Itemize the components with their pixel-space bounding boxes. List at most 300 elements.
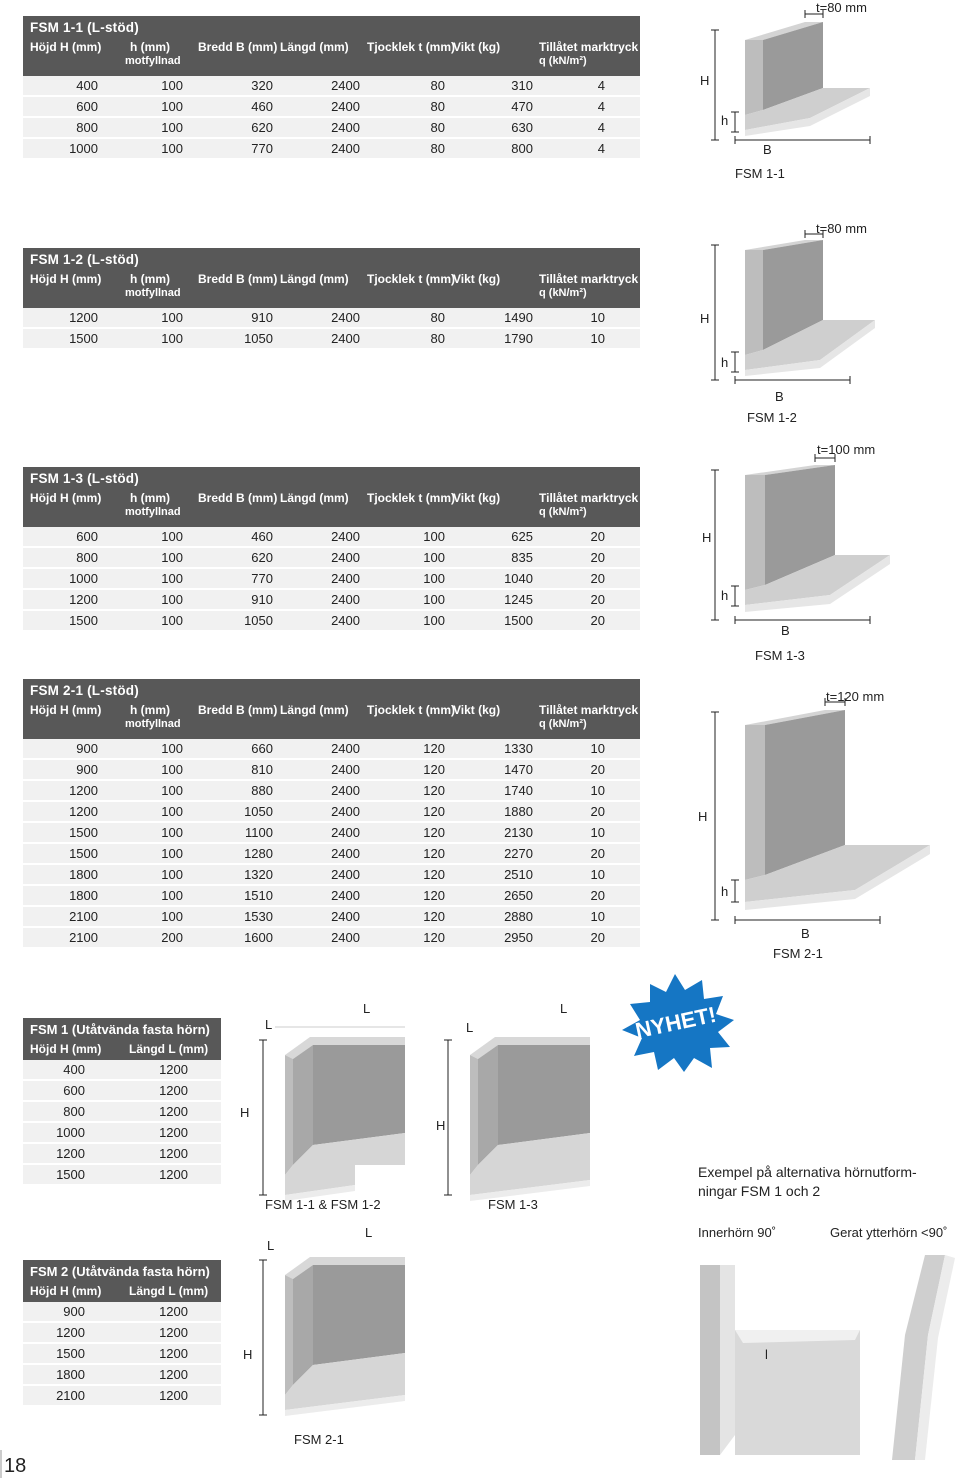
column-sublabel: motfyllnad bbox=[125, 55, 181, 67]
fsm-1-2-thickness: t=80 mm bbox=[816, 221, 867, 236]
table-cell: 2400 bbox=[331, 846, 360, 861]
corner-fig1-L-top: L bbox=[363, 1001, 371, 1016]
table-cell: 4 bbox=[597, 141, 605, 156]
table-cell: 1050 bbox=[244, 613, 273, 628]
column-header bbox=[273, 489, 360, 527]
fsm-1-1-B-label: B bbox=[763, 142, 772, 157]
column-label: Vikt (kg) bbox=[453, 40, 501, 54]
table-cell: 1500 bbox=[69, 331, 98, 346]
column-label: Vikt (kg) bbox=[453, 703, 501, 717]
fsm-2-1-B-label: B bbox=[801, 926, 810, 941]
corner-fig3-L-top: L bbox=[365, 1225, 373, 1240]
table-cell: 800 bbox=[511, 141, 533, 156]
table-cell: 2400 bbox=[331, 99, 360, 114]
table-row bbox=[23, 1323, 221, 1344]
table-cell: 20 bbox=[590, 529, 605, 544]
corner-fig3-H: H bbox=[243, 1347, 253, 1362]
table-cell: 1200 bbox=[56, 1325, 85, 1340]
table-cell: 80 bbox=[430, 78, 445, 93]
column-label: Tjocklek t (mm) bbox=[367, 40, 456, 54]
table-cell: 1740 bbox=[504, 783, 533, 798]
table-cell: 1500 bbox=[504, 613, 533, 628]
table-cell: 1490 bbox=[504, 310, 533, 325]
table-row bbox=[23, 1123, 221, 1144]
table-cell: 100 bbox=[161, 867, 183, 882]
table-cell: 4 bbox=[597, 120, 605, 135]
table-cell: 900 bbox=[76, 741, 98, 756]
table-cell: 100 bbox=[161, 846, 183, 861]
column-sublabel: motfyllnad bbox=[125, 718, 181, 730]
column-label: Bredd B (mm) bbox=[198, 40, 278, 54]
corner-table-title: FSM 1 (Utåtvända fasta hörn) bbox=[30, 1022, 210, 1037]
corner-fig2-L-left: L bbox=[466, 1020, 474, 1035]
table-fsm-0 bbox=[23, 16, 640, 160]
column-label: h (mm) bbox=[130, 703, 170, 717]
column-label: Tjocklek t (mm) bbox=[367, 703, 456, 717]
table-cell: 2400 bbox=[331, 867, 360, 882]
table-cell: 1200 bbox=[56, 1146, 85, 1161]
table-cell: 900 bbox=[76, 762, 98, 777]
column-label: Höjd H (mm) bbox=[30, 703, 102, 717]
table-cell: 20 bbox=[590, 846, 605, 861]
corner-table-header bbox=[23, 1260, 221, 1302]
table-cell: 1040 bbox=[504, 571, 533, 586]
fsm-2-1-thickness: t=120 mm bbox=[826, 689, 885, 704]
table-cell: 2950 bbox=[504, 930, 533, 945]
table-row bbox=[23, 1102, 221, 1123]
column-label: Tillåtet marktryck bbox=[539, 40, 639, 54]
table-cell: 100 bbox=[423, 529, 445, 544]
table-cell: 1200 bbox=[69, 592, 98, 607]
fsm-1-1-H-label: H bbox=[700, 73, 710, 88]
table-cell: 4 bbox=[597, 99, 605, 114]
table-header bbox=[23, 679, 640, 739]
table-cell: 100 bbox=[423, 613, 445, 628]
table-cell: 1320 bbox=[244, 867, 273, 882]
table-cell: 600 bbox=[76, 99, 98, 114]
table-row bbox=[23, 781, 640, 802]
column-header bbox=[23, 38, 102, 76]
outer-corner-label: Gerat ytterhörn <90˚ bbox=[830, 1225, 948, 1240]
table-cell: 1050 bbox=[244, 331, 273, 346]
column-label: Tjocklek t (mm) bbox=[367, 491, 456, 505]
table-cell: 120 bbox=[423, 783, 445, 798]
column-header bbox=[183, 38, 278, 76]
table-cell: 400 bbox=[63, 1062, 85, 1077]
table-cell: 460 bbox=[251, 529, 273, 544]
table-cell: 2100 bbox=[69, 909, 98, 924]
table-cell: 620 bbox=[251, 550, 273, 565]
table-cell: 100 bbox=[423, 571, 445, 586]
column-label: Längd (mm) bbox=[280, 703, 349, 717]
table-cell: 80 bbox=[430, 331, 445, 346]
corner-fig2-name: FSM 1-3 bbox=[488, 1197, 538, 1212]
table-cell: 1200 bbox=[159, 1325, 188, 1340]
table-row bbox=[23, 1302, 221, 1323]
table-cell: 400 bbox=[76, 78, 98, 93]
fsm-1-2-B-label: B bbox=[775, 389, 784, 404]
column-header bbox=[533, 270, 639, 308]
corner-fig2-H: H bbox=[436, 1118, 446, 1133]
table-cell: 1200 bbox=[159, 1125, 188, 1140]
table-cell: 20 bbox=[590, 592, 605, 607]
table-cell: 1790 bbox=[504, 331, 533, 346]
column-label: Höjd H (mm) bbox=[30, 272, 102, 286]
table-cell: 1200 bbox=[69, 804, 98, 819]
fsm-1-3-h-label: h bbox=[721, 588, 729, 603]
table-cell: 80 bbox=[430, 141, 445, 156]
fsm-1-1-thickness: t=80 mm bbox=[816, 0, 867, 15]
example-text-1: Exempel på alternativa hörnutform- bbox=[698, 1164, 917, 1180]
table-cell: 1200 bbox=[159, 1367, 188, 1382]
table-row bbox=[23, 97, 640, 118]
column-header bbox=[183, 489, 278, 527]
table-row bbox=[23, 1060, 221, 1081]
table-cell: 1000 bbox=[69, 571, 98, 586]
table-cell: 10 bbox=[590, 783, 605, 798]
table-cell: 2880 bbox=[504, 909, 533, 924]
corner-fig1-H: H bbox=[240, 1105, 250, 1120]
table-header bbox=[23, 16, 640, 76]
table-cell: 120 bbox=[423, 867, 445, 882]
fsm-2-1-name: FSM 2-1 bbox=[773, 946, 823, 961]
table-cell: 1200 bbox=[159, 1304, 188, 1319]
column-header bbox=[23, 489, 102, 527]
fsm-1-1-figure bbox=[690, 0, 960, 190]
inner-corner-label: Innerhörn 90˚ bbox=[698, 1225, 777, 1240]
column-header bbox=[360, 38, 456, 76]
outer-corner-figure bbox=[870, 1250, 960, 1465]
fsm-1-2-figure bbox=[690, 220, 960, 420]
column-sublabel: q (kN/m²) bbox=[539, 55, 587, 67]
column-header bbox=[183, 270, 278, 308]
table-cell: 800 bbox=[76, 550, 98, 565]
inner-corner-figure bbox=[695, 1255, 875, 1465]
table-cell: 1600 bbox=[244, 930, 273, 945]
corner-fig2-L-top: L bbox=[560, 1001, 568, 1016]
table-title: FSM 2-1 (L-stöd) bbox=[30, 683, 139, 698]
table-cell: 10 bbox=[590, 331, 605, 346]
table-cell: 835 bbox=[511, 550, 533, 565]
table-cell: 1200 bbox=[69, 310, 98, 325]
table-cell: 10 bbox=[590, 825, 605, 840]
table-cell: 770 bbox=[251, 141, 273, 156]
column-header bbox=[445, 38, 533, 76]
table-cell: 100 bbox=[161, 550, 183, 565]
table-cell: 2130 bbox=[504, 825, 533, 840]
corner-table-header bbox=[23, 1018, 221, 1060]
table-cell: 2400 bbox=[331, 762, 360, 777]
column-header bbox=[98, 270, 183, 308]
column-header bbox=[273, 38, 360, 76]
corner-table-0 bbox=[23, 1018, 221, 1186]
column-header bbox=[273, 701, 360, 739]
column-label: h (mm) bbox=[130, 272, 170, 286]
table-cell: 100 bbox=[161, 783, 183, 798]
table-cell: 1500 bbox=[56, 1167, 85, 1182]
table-cell: 1200 bbox=[69, 783, 98, 798]
table-cell: 4 bbox=[597, 78, 605, 93]
inner-corner-l-label: l bbox=[765, 1347, 768, 1362]
column-label: Längd (mm) bbox=[280, 272, 349, 286]
fsm-1-2-h-label: h bbox=[721, 355, 729, 370]
table-cell: 120 bbox=[423, 888, 445, 903]
corner-table-1 bbox=[23, 1260, 221, 1407]
table-cell: 1200 bbox=[159, 1146, 188, 1161]
table-cell: 1800 bbox=[56, 1367, 85, 1382]
nyhet-badge bbox=[610, 972, 740, 1072]
table-title: FSM 1-3 (L-stöd) bbox=[30, 471, 139, 486]
table-cell: 80 bbox=[430, 99, 445, 114]
fsm-1-3-B-label: B bbox=[781, 623, 790, 638]
table-cell: 800 bbox=[63, 1104, 85, 1119]
table-row bbox=[23, 329, 640, 350]
table-cell: 100 bbox=[161, 762, 183, 777]
table-cell: 1000 bbox=[69, 141, 98, 156]
table-cell: 600 bbox=[76, 529, 98, 544]
table-cell: 1280 bbox=[244, 846, 273, 861]
table-cell: 2510 bbox=[504, 867, 533, 882]
fsm-1-3-figure bbox=[690, 440, 960, 650]
page-number: 18 bbox=[4, 1455, 27, 1477]
table-cell: 1200 bbox=[159, 1062, 188, 1077]
table-cell: 120 bbox=[423, 762, 445, 777]
table-cell: 2400 bbox=[331, 804, 360, 819]
column-label: Tillåtet marktryck bbox=[539, 272, 639, 286]
fsm-1-1-h-label: h bbox=[721, 113, 729, 128]
example-text-2: ningar FSM 1 och 2 bbox=[698, 1183, 821, 1199]
column-header bbox=[98, 38, 183, 76]
table-fsm-2 bbox=[23, 467, 640, 632]
table-row bbox=[23, 590, 640, 611]
table-cell: 2400 bbox=[331, 78, 360, 93]
table-cell: 2400 bbox=[331, 783, 360, 798]
table-row bbox=[23, 865, 640, 886]
table-cell: 100 bbox=[161, 613, 183, 628]
column-label: Tillåtet marktryck bbox=[539, 703, 639, 717]
table-fsm-1 bbox=[23, 248, 640, 350]
corner-fsm-1-3-figure bbox=[440, 1015, 610, 1215]
column-header bbox=[98, 701, 183, 739]
column-sublabel: motfyllnad bbox=[125, 287, 181, 299]
table-cell: 1330 bbox=[504, 741, 533, 756]
table-cell: 1050 bbox=[244, 804, 273, 819]
table-cell: 1200 bbox=[159, 1346, 188, 1361]
column-label: Vikt (kg) bbox=[453, 491, 501, 505]
column-label: Höjd H (mm) bbox=[30, 40, 102, 54]
table-row bbox=[23, 118, 640, 139]
table-cell: 20 bbox=[590, 550, 605, 565]
table-cell: 2400 bbox=[331, 529, 360, 544]
table-cell: 100 bbox=[161, 888, 183, 903]
table-cell: 620 bbox=[251, 120, 273, 135]
table-cell: 2400 bbox=[331, 331, 360, 346]
table-row bbox=[23, 823, 640, 844]
fsm-1-1-name: FSM 1-1 bbox=[735, 166, 785, 181]
table-cell: 880 bbox=[251, 783, 273, 798]
table-cell: 320 bbox=[251, 78, 273, 93]
table-cell: 770 bbox=[251, 571, 273, 586]
table-cell: 2270 bbox=[504, 846, 533, 861]
table-cell: 2400 bbox=[331, 825, 360, 840]
table-cell: 10 bbox=[590, 741, 605, 756]
column-label: Längd (mm) bbox=[280, 491, 349, 505]
table-row bbox=[23, 1344, 221, 1365]
column-header bbox=[23, 701, 102, 739]
column-label: Tjocklek t (mm) bbox=[367, 272, 456, 286]
table-row bbox=[23, 1144, 221, 1165]
column-sublabel: motfyllnad bbox=[125, 506, 181, 518]
table-cell: 1880 bbox=[504, 804, 533, 819]
corner-fsm-1-1-1-2-figure bbox=[255, 1015, 425, 1215]
column-header bbox=[360, 701, 456, 739]
table-row bbox=[23, 548, 640, 569]
table-cell: 100 bbox=[161, 99, 183, 114]
table-cell: 1500 bbox=[56, 1346, 85, 1361]
table-cell: 2400 bbox=[331, 120, 360, 135]
table-cell: 100 bbox=[161, 804, 183, 819]
table-cell: 1800 bbox=[69, 867, 98, 882]
table-fsm-3 bbox=[23, 679, 640, 949]
table-cell: 1200 bbox=[159, 1388, 188, 1403]
table-cell: 1530 bbox=[244, 909, 273, 924]
table-cell: 910 bbox=[251, 592, 273, 607]
table-cell: 100 bbox=[161, 571, 183, 586]
column-header bbox=[533, 489, 639, 527]
table-row bbox=[23, 907, 640, 928]
column-header bbox=[23, 270, 102, 308]
table-cell: 20 bbox=[590, 930, 605, 945]
table-cell: 810 bbox=[251, 762, 273, 777]
table-cell: 10 bbox=[590, 310, 605, 325]
table-cell: 20 bbox=[590, 613, 605, 628]
table-row bbox=[23, 76, 640, 97]
nyhet-text: NYHET! bbox=[633, 1001, 719, 1044]
table-cell: 100 bbox=[161, 120, 183, 135]
column-header bbox=[445, 701, 533, 739]
table-cell: 2400 bbox=[331, 571, 360, 586]
table-cell: 2400 bbox=[331, 141, 360, 156]
table-row bbox=[23, 527, 640, 548]
column-header: Längd L (mm) bbox=[129, 1042, 209, 1056]
column-label: h (mm) bbox=[130, 40, 170, 54]
corner-fig3-L-left: L bbox=[267, 1238, 275, 1253]
table-cell: 630 bbox=[511, 120, 533, 135]
table-row bbox=[23, 569, 640, 590]
table-cell: 2400 bbox=[331, 310, 360, 325]
table-cell: 625 bbox=[511, 529, 533, 544]
column-header bbox=[533, 701, 639, 739]
table-row bbox=[23, 739, 640, 760]
column-header bbox=[533, 38, 639, 76]
table-cell: 2100 bbox=[69, 930, 98, 945]
table-cell: 2400 bbox=[331, 930, 360, 945]
table-cell: 460 bbox=[251, 99, 273, 114]
corner-fsm-2-1-figure bbox=[255, 1245, 425, 1430]
table-cell: 20 bbox=[590, 888, 605, 903]
corner-fig1-name: FSM 1-1 & FSM 1-2 bbox=[265, 1197, 381, 1212]
table-cell: 1470 bbox=[504, 762, 533, 777]
table-cell: 1200 bbox=[159, 1104, 188, 1119]
table-cell: 100 bbox=[161, 310, 183, 325]
column-label: Bredd B (mm) bbox=[198, 703, 278, 717]
table-cell: 2400 bbox=[331, 550, 360, 565]
table-cell: 2400 bbox=[331, 741, 360, 756]
table-cell: 120 bbox=[423, 909, 445, 924]
column-sublabel: q (kN/m²) bbox=[539, 506, 587, 518]
table-cell: 10 bbox=[590, 909, 605, 924]
table-cell: 2100 bbox=[56, 1388, 85, 1403]
table-title: FSM 1-1 (L-stöd) bbox=[30, 20, 139, 35]
table-cell: 100 bbox=[161, 331, 183, 346]
table-row bbox=[23, 308, 640, 329]
table-cell: 1500 bbox=[69, 825, 98, 840]
table-cell: 120 bbox=[423, 804, 445, 819]
column-header bbox=[445, 489, 533, 527]
table-row bbox=[23, 802, 640, 823]
table-cell: 2400 bbox=[331, 613, 360, 628]
table-cell: 120 bbox=[423, 846, 445, 861]
table-row bbox=[23, 139, 640, 160]
column-header: Höjd H (mm) bbox=[30, 1042, 102, 1056]
column-label: Bredd B (mm) bbox=[198, 272, 278, 286]
table-cell: 120 bbox=[423, 741, 445, 756]
table-cell: 800 bbox=[76, 120, 98, 135]
table-cell: 100 bbox=[161, 909, 183, 924]
table-cell: 100 bbox=[161, 78, 183, 93]
table-header bbox=[23, 248, 640, 308]
table-cell: 1800 bbox=[69, 888, 98, 903]
table-cell: 120 bbox=[423, 930, 445, 945]
table-row bbox=[23, 844, 640, 865]
page-edge bbox=[0, 1450, 2, 1478]
column-header bbox=[445, 270, 533, 308]
fsm-2-1-figure bbox=[690, 680, 960, 970]
table-cell: 900 bbox=[63, 1304, 85, 1319]
table-cell: 10 bbox=[590, 867, 605, 882]
table-cell: 80 bbox=[430, 310, 445, 325]
table-cell: 200 bbox=[161, 930, 183, 945]
table-row bbox=[23, 611, 640, 632]
corner-table-title: FSM 2 (Utåtvända fasta hörn) bbox=[30, 1264, 210, 1279]
column-label: Vikt (kg) bbox=[453, 272, 501, 286]
table-cell: 1000 bbox=[56, 1125, 85, 1140]
fsm-1-2-H-label: H bbox=[700, 311, 710, 326]
table-row bbox=[23, 1365, 221, 1386]
column-sublabel: q (kN/m²) bbox=[539, 718, 587, 730]
table-cell: 20 bbox=[590, 762, 605, 777]
table-row bbox=[23, 886, 640, 907]
table-cell: 1500 bbox=[69, 846, 98, 861]
table-row bbox=[23, 1386, 221, 1407]
column-header bbox=[98, 489, 183, 527]
table-cell: 100 bbox=[161, 529, 183, 544]
column-label: Bredd B (mm) bbox=[198, 491, 278, 505]
table-cell: 100 bbox=[423, 550, 445, 565]
table-cell: 1510 bbox=[244, 888, 273, 903]
table-row bbox=[23, 1165, 221, 1186]
column-label: h (mm) bbox=[130, 491, 170, 505]
table-cell: 100 bbox=[161, 141, 183, 156]
fsm-1-3-thickness: t=100 mm bbox=[817, 442, 876, 457]
table-cell: 1100 bbox=[245, 825, 273, 840]
table-header bbox=[23, 467, 640, 527]
table-row bbox=[23, 928, 640, 949]
column-header: Längd L (mm) bbox=[129, 1284, 209, 1298]
column-sublabel: q (kN/m²) bbox=[539, 287, 587, 299]
table-cell: 100 bbox=[423, 592, 445, 607]
table-cell: 2650 bbox=[504, 888, 533, 903]
